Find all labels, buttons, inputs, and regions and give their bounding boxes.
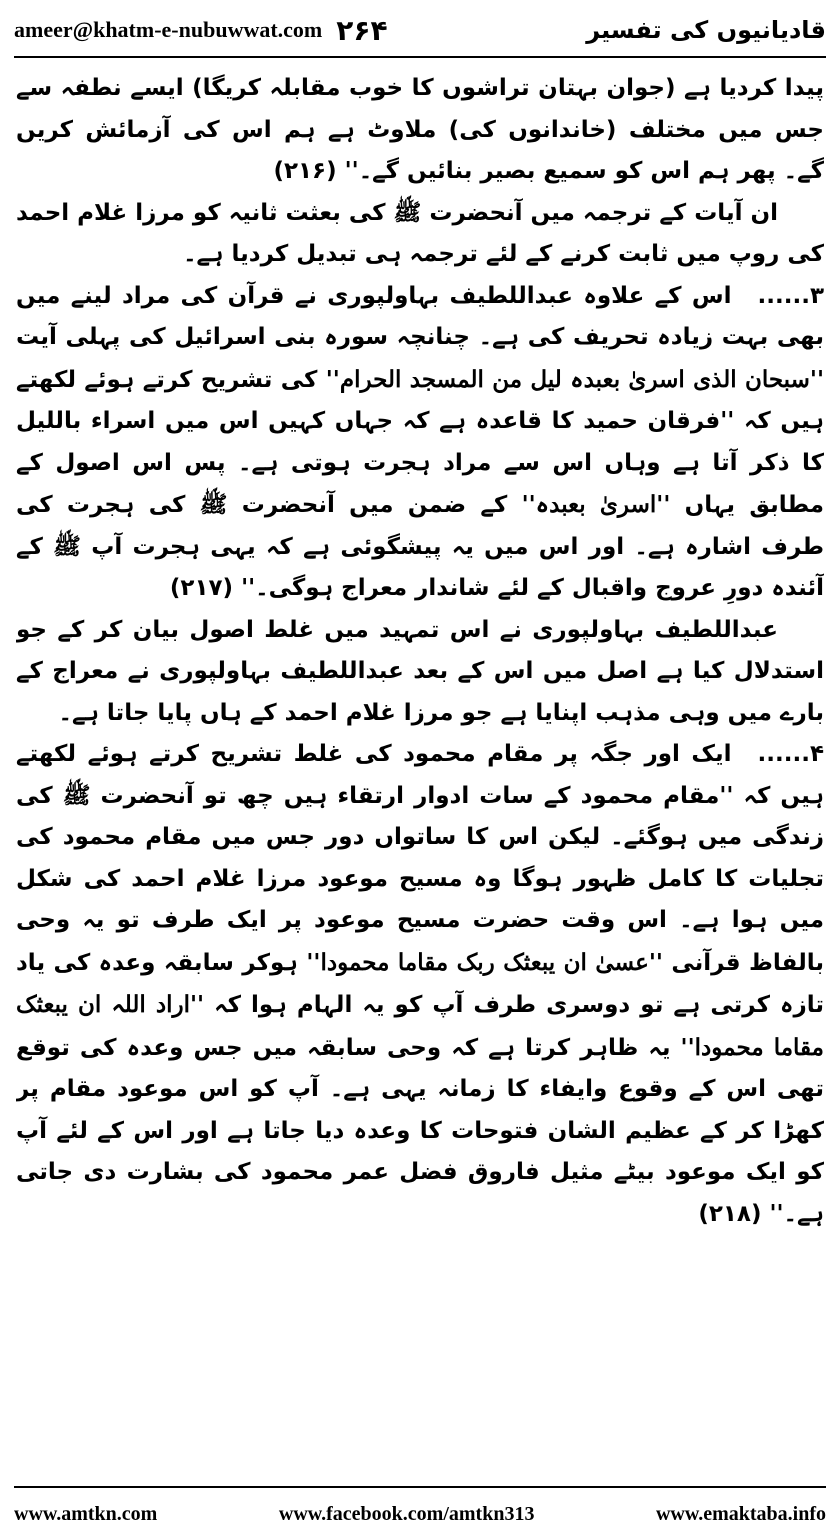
header-left	[14, 14, 388, 47]
paragraph-5-text-a: ایک اور جگہ پر مقام محمود کی غلط تشریح کرتے ہوئے لکھتے ہیں کہ ''مقام محمود کے سات ادوار ارتقاء ہیں چھ تو آنحضرت ﷺ کی زندگی میں ہوگئے۔ لیکن اس کا ساتواں دور جس میں مقام محمود کی تجلیات کا کامل ظہور ہوگا وہ مسیح موعود مرزا غلام احمد کی شکل میں ہوا ہے۔ اس وقت حضرت مسیح موعود پر ایک طرف تو یہ وحی بالفاظ قرآنی ''	[16, 741, 824, 976]
book-title: قادیانیوں کی تفسیر	[586, 16, 826, 44]
footer-divider	[14, 1486, 826, 1488]
page-body	[16, 68, 824, 1468]
item-number-3: ۳......	[757, 282, 824, 309]
footer-link-amtkn[interactable]: www.amtkn.com	[14, 1502, 158, 1525]
paragraph-3	[16, 276, 824, 610]
footer-link-emaktaba[interactable]: www.emaktaba.info	[655, 1502, 826, 1525]
header-divider	[14, 56, 826, 58]
quran-quote-3: عسیٰ ان یبعثک ربک مقاما محمودا	[320, 948, 649, 976]
email-address[interactable]: ameer@khatm-e-nubuwwat.com	[14, 17, 323, 42]
quran-quote-2: اسریٰ بعبدہ	[535, 491, 657, 518]
item-number-4: ۴......	[757, 741, 824, 767]
page-header	[14, 10, 826, 50]
paragraph-5	[16, 734, 824, 1235]
page-number: ۲۶۴	[336, 13, 388, 47]
paragraph-5-text-c: '' یہ ظاہر کرتا ہے کہ وحی سابقہ میں جس وعدہ کی توقع تھی اس کے وقوع وایفاء کا زمانہ یہی ہے۔ آپ کو اس موعود مقام پر کھڑا کر کے عظیم الشان فتوحات کا وعدہ دیا جاتا ہے اور اس کے لئے آپ کو ایک موعود بیٹے مثیل فاروق فضل عمر محمود کی بشارت دی جاتی ہے۔'' (۲۱۸)	[16, 1034, 824, 1227]
footer-link-facebook[interactable]: www.facebook.com/amtkn313	[278, 1502, 535, 1525]
paragraph-3-text-a: اس کے علاوہ عبداللطیف بہاولپوری نے قرآن کی مراد لینے میں بھی بہت زیادہ تحریف کی ہے۔ چنانچہ سورہ بنی اسرائیل کی پہلی آیت ''	[16, 282, 824, 393]
paragraph-3-text-b: '' کی تشریح کرتے ہوئے لکھتے ہیں کہ ''فرقان حمید کا قاعدہ ہے کہ جہاں کہیں اس میں اسراء باللیل کا ذکر آتا ہے وہاں اس سے مراد ہجرت ہوتی ہے۔ پس اس اصول کے مطابق یہاں ''	[16, 366, 824, 518]
ilham-quote: اراد اللہ ان یبعثک مقاما محمودا	[16, 991, 824, 1061]
paragraph-3-text-c: '' کے ضمن میں آنحضرت ﷺ کی ہجرت کی طرف اشارہ ہے۔ اور اس میں یہ پیشگوئی ہے کہ یہی ہجرت آپ ﷺ کے آئندہ دورِ عروج واقبال کے لئے شاندار معراج ہوگی۔'' (۲۱۷)	[16, 492, 824, 601]
quran-quote-1: سبحان الذی اسریٰ بعبدہ لیل من المسجد الحرام	[339, 365, 810, 393]
paragraph-2: ان آیات کے ترجمہ میں آنحضرت ﷺ کی بعثت ثانیہ کو مرزا غلام احمد کی روپ میں ثابت کرنے کے لئے ترجمہ ہی تبدیل کردیا ہے۔	[16, 199, 824, 267]
page-footer	[14, 1496, 826, 1532]
paragraph-4: عبداللطیف بہاولپوری نے اس تمہید میں غلط اصول بیان کر کے جو استدلال کیا ہے اصل میں اس کے بعد عبداللطیف بہاولپوری نے معراج کے بارے میں وہی مذہب اپنایا ہے جو مرزا غلام احمد کے ہاں پایا جاتا ہے۔	[16, 616, 824, 726]
paragraph-1: پیدا کردیا ہے (جوان بہتان تراشوں کا خوب مقابلہ کریگا) ایسے نطفہ سے جس میں مختلف (خاندانوں کی) ملاوٹ ہے ہم اس کی آزمائش کریں گے۔ پھر ہم اس کو سمیع بصیر بنائیں گے۔'' (۲۱۶)	[16, 75, 824, 184]
paragraph-5-text-b: '' ہوکر سابقہ وعدہ کی یاد تازہ کرتی ہے تو دوسری طرف آپ کو یہ الہام ہوا کہ ''	[16, 949, 824, 1018]
